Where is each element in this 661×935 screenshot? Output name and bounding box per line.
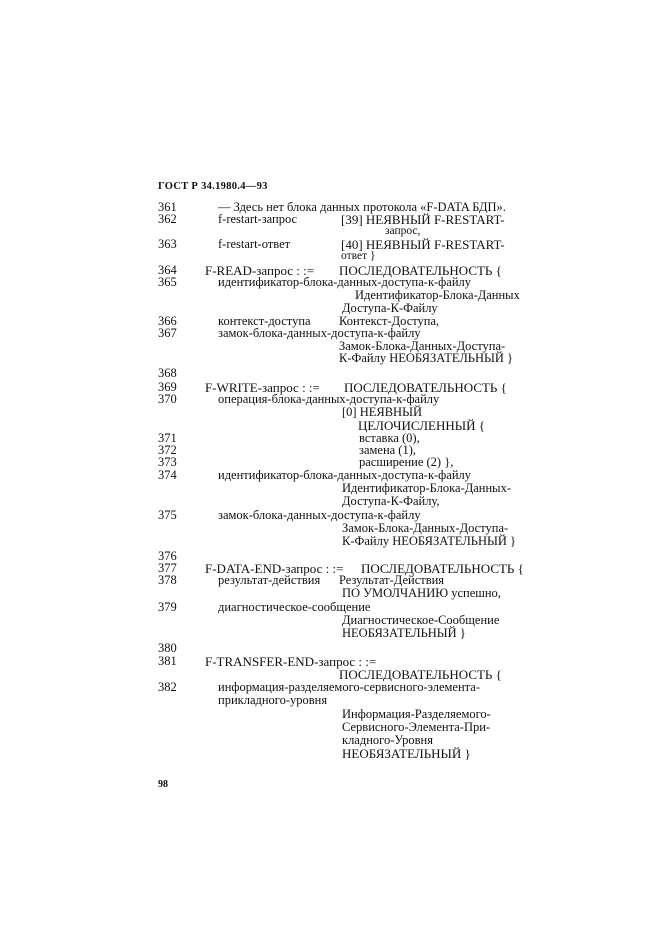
type-keyword: ПОСЛЕДОВАТЕЛЬНОСТЬ { (339, 667, 502, 682)
field-type: Идентификатор-Блока-Данных (355, 288, 520, 302)
field-name: замок-блока-данных-доступа-к-файлу (218, 508, 421, 522)
field-type-cont: НЕОБЯЗАТЕЛЬНЫЙ } (342, 626, 466, 640)
line-number: 380 (158, 641, 177, 655)
line-number: 382 (158, 680, 177, 694)
field-default: ПО УМОЛЧАНИЮ успешно, (342, 586, 501, 600)
line-number: 375 (158, 508, 177, 522)
field-type-cont: ответ } (341, 250, 376, 262)
field-type: Замок-Блока-Данных-Доступа- (342, 521, 509, 535)
field-name: диагностическое-сообщение (218, 600, 371, 614)
field-type-cont: Доступа-К-Файлу, (342, 494, 440, 508)
line-number: 363 (158, 237, 177, 251)
field-name: идентификатор-блока-данных-доступа-к-файлу (218, 468, 472, 482)
field-name: замок-блока-данных-доступа-к-файлу (218, 326, 421, 340)
field-type-cont: кладного-Уровня (342, 733, 433, 747)
line-number: 367 (158, 326, 177, 340)
field-type: Диагностическое-Сообщение (342, 613, 500, 627)
line-number: 368 (158, 366, 177, 380)
field-type: Результат-Действия (339, 573, 445, 587)
line-number: 366 (158, 314, 177, 328)
comment-text: — Здесь нет блока данных протокола «F-DATA БДП». (218, 200, 506, 214)
line-number: 381 (158, 654, 177, 668)
field-type-cont: Доступа-К-Файлу (342, 301, 438, 315)
type-definition: F-WRITE-запрос : := (205, 380, 320, 395)
type-keyword: ПОСЛЕДОВАТЕЛЬНОСТЬ { (339, 263, 502, 278)
document-header: ГОСТ Р 34.1980.4—93 (158, 181, 268, 192)
field-type: [40] НЕЯВНЫЙ F-RESTART- (341, 237, 505, 252)
line-number: 374 (158, 468, 177, 482)
enum-value: вставка (0), (359, 431, 420, 445)
line-number: 377 (158, 561, 177, 575)
line-number: 365 (158, 275, 177, 289)
field-name: информация-разделяемого-сервисного-элемента- (218, 680, 480, 694)
line-number: 361 (158, 200, 177, 214)
field-type: Информация-Разделяемого- (342, 707, 491, 721)
enum-value: расширение (2) }, (359, 455, 454, 469)
line-number: 369 (158, 380, 177, 394)
page-number: 98 (158, 779, 168, 790)
field-type-cont: К-Файлу НЕОБЯЗАТЕЛЬНЫЙ } (339, 351, 514, 365)
line-number: 372 (158, 443, 177, 457)
field-type: Идентификатор-Блока-Данных- (342, 481, 511, 495)
field-name-cont: прикладного-уровня (218, 693, 328, 707)
field-name: операция-блока-данных-доступа-к-файлу (218, 392, 440, 406)
type-definition: F-READ-запрос : := (205, 263, 315, 278)
line-number: 362 (158, 212, 177, 226)
field-type: [0] НЕЯВНЫЙ (342, 405, 422, 419)
field-type: [39] НЕЯВНЫЙ F-RESTART- (341, 212, 505, 227)
type-definition: F-DATA-END-запрос : := (205, 561, 344, 576)
line-number: 376 (158, 549, 177, 563)
field-type-cont: запрос, (385, 225, 421, 237)
field-type-cont: НЕОБЯЗАТЕЛЬНЫЙ } (342, 746, 471, 761)
line-number: 364 (158, 263, 177, 277)
enum-value: замена (1), (359, 443, 417, 457)
type-keyword: ПОСЛЕДОВАТЕЛЬНОСТЬ { (344, 380, 507, 395)
field-type-cont: ЦЕЛОЧИСЛЕННЫЙ { (358, 418, 485, 433)
line-number: 370 (158, 392, 177, 406)
field-name: результат-действия (218, 573, 321, 587)
field-name: контекст-доступа (218, 314, 311, 328)
line-number: 379 (158, 600, 177, 614)
field-type: Замок-Блока-Данных-Доступа- (339, 339, 506, 353)
line-number: 378 (158, 573, 177, 587)
field-name: f-restart-ответ (218, 237, 291, 251)
line-number: 371 (158, 431, 177, 445)
type-keyword: ПОСЛЕДОВАТЕЛЬНОСТЬ { (361, 561, 524, 576)
line-number: 373 (158, 455, 177, 469)
type-definition: F-TRANSFER-END-запрос : := (205, 654, 377, 669)
field-name: f-restart-запрос (218, 212, 298, 226)
field-type-cont: Сервисного-Элемента-При- (342, 720, 491, 734)
field-type: Контекст-Доступа, (339, 314, 440, 328)
field-name: идентификатор-блока-данных-доступа-к-файлу (218, 275, 472, 289)
field-type-cont: К-Файлу НЕОБЯЗАТЕЛЬНЫЙ } (342, 534, 517, 548)
